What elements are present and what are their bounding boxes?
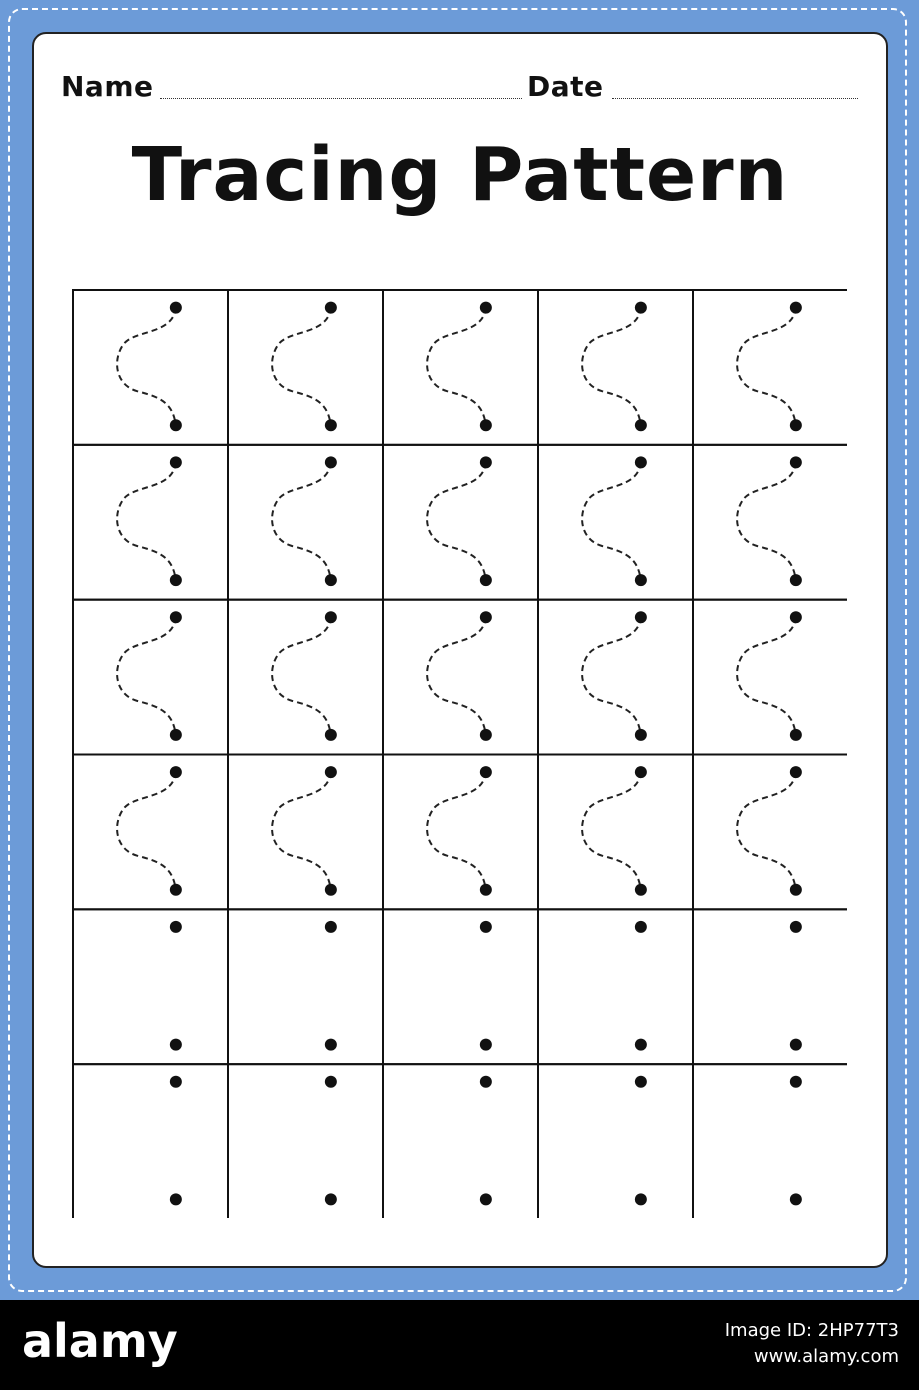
start-dot — [170, 302, 182, 314]
end-dot — [635, 729, 647, 741]
end-dot — [170, 729, 182, 741]
grid-cell — [73, 600, 228, 755]
end-dot — [480, 1193, 492, 1205]
end-dot — [635, 1193, 647, 1205]
tracing-grid — [72, 289, 847, 1218]
end-dot — [325, 884, 337, 896]
end-dot — [635, 1039, 647, 1051]
grid-cell — [228, 1064, 383, 1218]
grid-cell — [383, 600, 538, 755]
dashed-wave-path — [582, 308, 641, 426]
end-dot — [480, 884, 492, 896]
end-dot — [790, 729, 802, 741]
end-dot — [790, 574, 802, 586]
start-dot — [480, 302, 492, 314]
dashed-wave-path — [272, 617, 331, 735]
end-dot — [325, 729, 337, 741]
watermark-footer — [0, 1300, 919, 1390]
start-dot — [635, 302, 647, 314]
start-dot — [170, 1076, 182, 1088]
grid-cell — [383, 1064, 538, 1218]
name-label: Name — [61, 70, 154, 103]
start-dot — [325, 611, 337, 623]
grid-cell — [73, 1064, 228, 1218]
dashed-wave-path — [272, 308, 331, 426]
dashed-wave-path — [272, 462, 331, 580]
grid-cell — [228, 290, 383, 445]
start-dot — [170, 766, 182, 778]
grid-cell — [228, 445, 383, 600]
start-dot — [790, 456, 802, 468]
end-dot — [790, 884, 802, 896]
start-dot — [480, 921, 492, 933]
start-dot — [790, 766, 802, 778]
start-dot — [480, 611, 492, 623]
dashed-wave-path — [272, 772, 331, 890]
grid-cell — [383, 445, 538, 600]
start-dot — [635, 1076, 647, 1088]
grid-cell — [693, 909, 847, 1064]
dashed-wave-path — [582, 617, 641, 735]
start-dot — [325, 302, 337, 314]
start-dot — [635, 921, 647, 933]
grid-cell — [538, 909, 693, 1064]
grid-cell — [693, 290, 847, 445]
watermark-id — [725, 1318, 899, 1370]
start-dot — [635, 456, 647, 468]
grid-cell — [538, 755, 693, 910]
grid-cell — [228, 755, 383, 910]
end-dot — [170, 884, 182, 896]
end-dot — [170, 574, 182, 586]
site-url: www.alamy.com — [753, 1346, 899, 1367]
end-dot — [325, 1193, 337, 1205]
grid-cell — [693, 600, 847, 755]
start-dot — [635, 611, 647, 623]
start-dot — [325, 456, 337, 468]
end-dot — [325, 419, 337, 431]
end-dot — [480, 419, 492, 431]
dashed-wave-path — [117, 462, 176, 580]
end-dot — [170, 1193, 182, 1205]
end-dot — [480, 574, 492, 586]
end-dot — [480, 729, 492, 741]
date-line — [612, 98, 858, 99]
dashed-wave-path — [427, 617, 486, 735]
grid-cell — [73, 445, 228, 600]
dashed-wave-path — [427, 772, 486, 890]
end-dot — [635, 419, 647, 431]
grid-cell — [538, 1064, 693, 1218]
start-dot — [325, 766, 337, 778]
end-dot — [790, 1193, 802, 1205]
page-title: Tracing Pattern — [131, 132, 789, 218]
dashed-wave-path — [737, 617, 796, 735]
grid-cell — [228, 909, 383, 1064]
dashed-wave-path — [737, 308, 796, 426]
end-dot — [635, 574, 647, 586]
grid-cell — [73, 755, 228, 910]
start-dot — [480, 456, 492, 468]
dashed-wave-path — [427, 462, 486, 580]
grid-cell — [693, 755, 847, 910]
start-dot — [325, 921, 337, 933]
end-dot — [170, 1039, 182, 1051]
dashed-wave-path — [737, 772, 796, 890]
dashed-wave-path — [427, 308, 486, 426]
grid-cell — [228, 600, 383, 755]
start-dot — [635, 766, 647, 778]
date-label: Date — [527, 70, 604, 103]
end-dot — [635, 884, 647, 896]
tracing-grid-svg — [72, 289, 847, 1218]
dashed-wave-path — [117, 617, 176, 735]
end-dot — [790, 419, 802, 431]
dashed-wave-path — [582, 772, 641, 890]
dashed-wave-path — [117, 772, 176, 890]
name-line — [160, 98, 522, 99]
image-id: Image ID: 2HP77T3 — [724, 1320, 899, 1341]
start-dot — [170, 921, 182, 933]
grid-cell — [538, 445, 693, 600]
dashed-wave-path — [117, 308, 176, 426]
grid-cell — [538, 600, 693, 755]
start-dot — [790, 1076, 802, 1088]
grid-cell — [538, 290, 693, 445]
grid-cell — [383, 290, 538, 445]
grid-cell — [693, 1064, 847, 1218]
grid-cell — [383, 909, 538, 1064]
grid-cell — [693, 445, 847, 600]
grid-cell — [73, 909, 228, 1064]
start-dot — [480, 1076, 492, 1088]
start-dot — [325, 1076, 337, 1088]
end-dot — [170, 419, 182, 431]
end-dot — [325, 1039, 337, 1051]
dashed-wave-path — [737, 462, 796, 580]
start-dot — [790, 611, 802, 623]
start-dot — [790, 921, 802, 933]
watermark-logo: alamy — [22, 1314, 178, 1368]
start-dot — [170, 611, 182, 623]
grid-cell — [383, 755, 538, 910]
end-dot — [790, 1039, 802, 1051]
start-dot — [170, 456, 182, 468]
start-dot — [790, 302, 802, 314]
grid-cell — [73, 290, 228, 445]
end-dot — [480, 1039, 492, 1051]
dashed-wave-path — [582, 462, 641, 580]
end-dot — [325, 574, 337, 586]
start-dot — [480, 766, 492, 778]
